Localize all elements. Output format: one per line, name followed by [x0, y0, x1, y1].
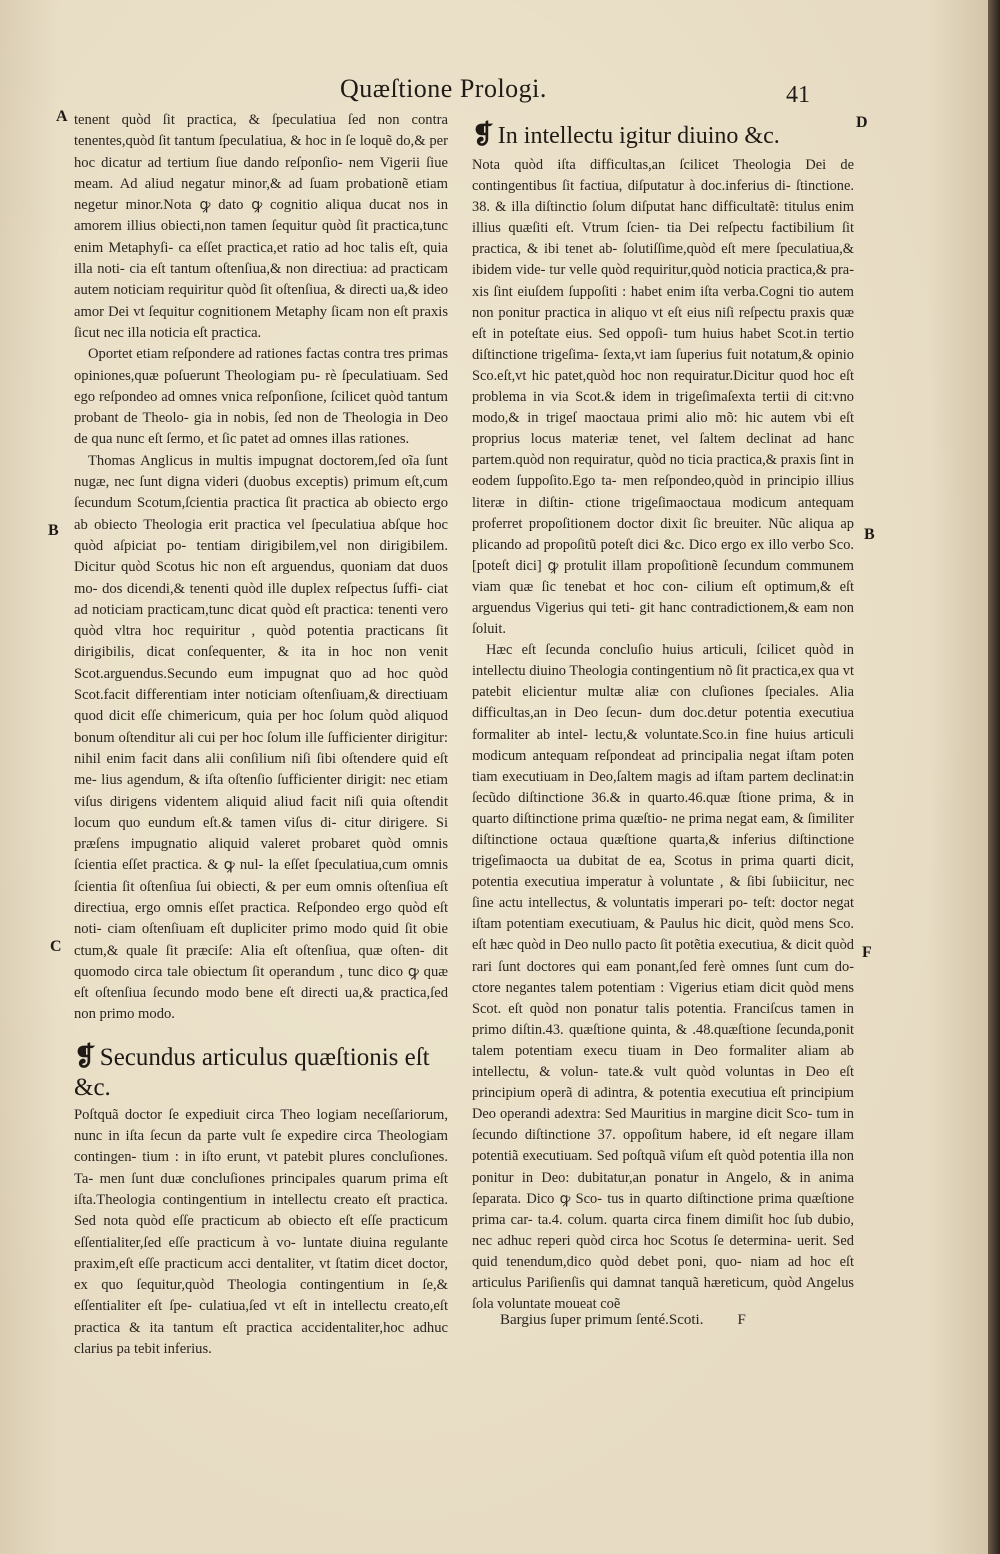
margin-marker-a: A [56, 108, 68, 125]
margin-marker-c: C [50, 938, 62, 955]
margin-marker-b-right: B [864, 526, 875, 543]
section-heading-secundus [74, 1042, 448, 1103]
signature-mark: F [737, 1312, 746, 1328]
section-heading-intellectu [472, 120, 854, 151]
running-head: Quæſtione Prologi. [340, 74, 547, 103]
left-paragraph-3: Thomas Anglicus in multis impugnat doctorem,ſed oĩa ſunt nugæ, nec ſunt digna videri (duobus exceptis) primum eſt,cum ſecundum Scotum,ſcientia practica ſit practica ab obiecto ergo ab obiecto Theologia erit practica vel ſpeculatiua abſque hoc quòd aſpiciat po- tentiam dirigibilem,vel non dirigibilem. Dicitur quòd Scotus hic non eſt arguendus, quoniam dat duos mo- dos dicendi,& tenenti quòd ille duplex reſpectus ſuffi- ciat ad noticiam practicam,tunc dicat quòd eſt practica: tenenti vero quòd vltra hoc requiritur , quòd potentia practicans ſit dirigibilis, dicat conſequenter, & ita in hoc non venit Scot.arguendus.Secundo eum impugnat quo ad hoc quòd Scot.facit differentiam inter noticiam oſtenſiuam,& directiuam quod dicit eſſe chimericum, quia per hoc ſolum quòd aliquod bonum oſtenditur ali cui per hoc ſolum ille ſufficienter dirigitur: nihil enim facit dans alii conſilium niſi ſibi oſtendere quid eſt me- lius agendum, & iſta oſtenſio ſufficienter dirigit: nec etiam viſus dirigens videntem aliquid aliud facit niſi quia oſtendit locum quo eundum eſt.& tamen viſus di- citur dirigere. Si præſens impugnatio aliquid valeret probaret quòd omnis ſcientia eſſet practica. & ꝙ nul- la eſſet ſpeculatiua,cum omnis ſcientia ſit oſtenſiua ſui obiecti, & per eum omnis oſtenſiua eſt directiua, ergo omnis eſſet practica. Reſpondeo ergo quòd eſt noti- ciam oſtenſiuam eſt dupliciter primo modo quid ſit obie ctum,& quale ſit præciſe: Alia eſt oſtenſiua, quæ oſten- dit quomodo circa tale obiectum ſit operandum , tunc dico ꝙ quæ eſt oſtenſiua ſecundo modo bene eſt directi ua,& practica,ſed non primo modo. [74, 452, 448, 1023]
margin-marker-d: D [856, 114, 868, 131]
left-paragraph-4: Poſtquã doctor ſe expediuit circa Theo logiam neceſſariorum, nunc in iſta ſecun da parte vult ſe expedire circa Theologiam contingen- tium : in iſto erunt, vt patebit plures concluſiones. Ta- men ſunt duæ concluſiones principales quarum prima eſt iſta.Theologia contingentium in intellectu creato eſt practica. Sed nota quòd eſſe practicum ab obiecto eſt eſſe practicum eſſentialiter,ſed eſſe practicum à vo- luntate diuina regulante praxim,eſt eſſe practicum acci dentaliter, vt ſtatim dicet doctor, ex quo ſequitur,quòd Theologia contingentium in ſe,& eſſentialiter eſt ſpe- culatiua,ſed vt eſt in intellectu creato,eſt practica & ita tantum eſt practica accidentaliter,hoc adhuc clarius pa tebit inferius. [74, 1106, 448, 1358]
section-heading-text: In intellectu igitur diuino &c. [497, 123, 780, 149]
right-paragraph-2: Hæc eſt ſecunda concluſio huius articuli, ſcilicet quòd in intellectu diuino Theologia contingentium nõ ſit practica,ex qua vt patebit elicientur multæ aliæ con cluſiones ſpeciales. Alia difficultas,an in Deo ſecun- dum doc.detur potentia executiua formaliter ab intel- lectu,& voluntate.Sco.in fine huius articuli modicum antequam reſpondeat ad principalia negat iſtam poten tiam executiuam in Deo,ſaltem magis ad iſtam partem declinat:in ſecũdo diſtinctione 36.& in quarto.46.quæ ſtione prima, & in quarto diſtinctione prima quæſtio- ne prima negat eam, & ſimiliter diſtinctione octaua quæſtione quarta,& inferius diſtinctione trigeſimaocta ua dubitat de ea, Scotus in prima quarti dicit, potentia executiua imperatur à voluntate , & ſibi ſubiicitur, nec ſine actu intellectus, & voluntatis imperari po- teſt: doctor negat iſtam potentiam executiuam, & Paulus hic dicit, quòd mens Sco. eſt hæc quòd in Deo nullo pacto ſit potẽtia executiua, & dicit quòd rari ſunt doctores qui eam ponant,ſed ferè omnes ſunt cum do- ctore negantes talem potentiam : Vigerius etiam dicit quòd mens Scot. eſt quòd non ponatur talis potentia. Franciſcus tamen in primo diſtin.43. quæſtione quinta, & .48.quæſtione ſecunda,ponit talem potentiam execu tiuam in Deo formaliter aliam ab intellectu, & volun- tate.& vult quòd voluntas in Deo eſt principium operã di adintra, & potentia executiua eſt principium Deo operandi adextra: Sed Mauritius in margine dicit Sco- tum in ſecundo diſtinctione 37. oppoſitum habere, id eſt negare illam potentiã executiuam. Sed poſtquã viſum eſt quòd potentia illa non ponitur in Deo: dubitatur,an ponatur in Angelo, & in anima ſeparata. Dico ꝙ Sco- tus in quarto diſtinctione prima quæſtione prima car- ta.4. colum. quarta circa finem dimiſit hoc ſub dubio, nec adhuc reperi quòd circa hoc Scotus ſe determina- uerit. Sed quid tenendum,dico quòd debet poni, quo- niam ad hoc eſt articulus Pariſienſis qui damnat tanquã hæreticum, quòd Angelus ſola voluntate moueat coẽ [472, 642, 854, 1313]
paragraph-mark-icon: ❡ [74, 1041, 96, 1071]
paragraph-mark-icon: ❡ [472, 120, 494, 149]
section-heading-text: Secundus articulus quæſtionis eſt &c. [74, 1043, 430, 1101]
signature-text: Bargius ſuper primum ſenté.Scoti. [500, 1312, 704, 1328]
left-paragraph-2: Oportet etiam reſpondere ad rationes factas contra tres primas opiniones,quæ poſuerunt Theologiam pu- rè ſpeculatiuam. Sed ego reſpondeo ad omnes vnica reſponſione, ſcilicet quòd tantum probant de Theolo- gia in nobis, ſed non de Theologia in Deo de qua nunc eſt ſermo, et ſic patet ad omnes illas rationes. [74, 346, 448, 448]
right-column [472, 120, 854, 1315]
right-paragraph-1: Nota quòd iſta difficultas,an ſcilicet Theologia Dei de contingentibus ſit factiua, diſputatur à doc.inferius di- ſtinctione. 38. & illa diſtinctio ſolum diſputat hanc difficultatẽ: titulus enim illius quæſiti eſt. Vtrum ſcien- tia Dei reſpectu factibilium ſit practica, & ibi tenet ab- ſolutiſſime,quòd eſt mere ſpeculatiua,& ibidem vide- tur velle quòd requiritur,quòd noticia practica,& pra- xis ſint eiuſdem ſuppoſiti : habet enim iſta verba.Cogni tio autem non ponitur practica in aliquo vt eſt eius niſi reſpectu praxis quæ eſt in poteſtate eius. Sed oppoſi- tum huius habet Scot.in tertio diſtinctione trigeſima- ſexta,vt iam ſuperius fuit notatum,& opinio Sco.eſt,vt hic patet,quòd hoc non requiratur.Dicitur quod hoc eſt problema in via Scot.& idem in trigeſimaſexta tertii di cit:vno modo,& in trigeſ maoctaua primi alio mõ: hic autem vbi eſt proprius locus materiæ tenet, vel ſaltem declinat ad hanc partem.quòd non requiratur, quòd no ticia practica,& praxis ſint in eodem ſuppoſito.Ego ta- men reſpondeo,quòd in principio illius literæ in diſtin- ctione trigeſimaoctaua modicum antequam proferret propoſitionem doctor dixit ſic breuiter. Nũc aliqua ap plicando ad propoſitũ poteſt dici &c. Dico ergo ex illo verbo Sco.[poteſt dici] ꝙ protulit illam propoſitionẽ ſecundum communem viam quæ ſic tenebat et hoc con- cilium eſt optimum,& eſt arguendus Vigerius qui teti- git hanc contradictionem,& eam non ſoluit. [472, 157, 854, 638]
left-paragraph-1: tenent quòd ſit practica, & ſpeculatiua ſed non contra tenentes,quòd ſit tantum ſpeculatiua, & hoc in ſe loquẽ do,& per hoc dicatur ad tertium ſiue dando reſponſio- nem Vigerii ſiue meam. Ad aliud negatur minor,& ad ſuam probationẽ etiam negetur minor.Nota ꝙ dato ꝙ cognitio aliqua ducat nos in amorem illius obiecti,non tamen ſequitur quòd ſit practica,tunc enim Metaphyſi- ca eſſet practica,et ratio ad hoc talis eſt, quia illa noti- cia eſt tantum oſtenſiua,& non directiua: ad practicam autem noticiam requiritur quòd ſit oſtenſiua, & directi ua,& ideo amor Dei vt ſequitur cognitionem Metaphy ſicam non eſt praxis ſicut nec illa noticia eſt practica. [74, 112, 448, 341]
margin-marker-f: F [862, 944, 872, 961]
book-edge [988, 0, 1000, 1554]
margin-marker-b: B [48, 522, 59, 539]
folio-number: 41 [786, 82, 810, 108]
signature-line [500, 1312, 746, 1329]
left-column [74, 110, 448, 1360]
